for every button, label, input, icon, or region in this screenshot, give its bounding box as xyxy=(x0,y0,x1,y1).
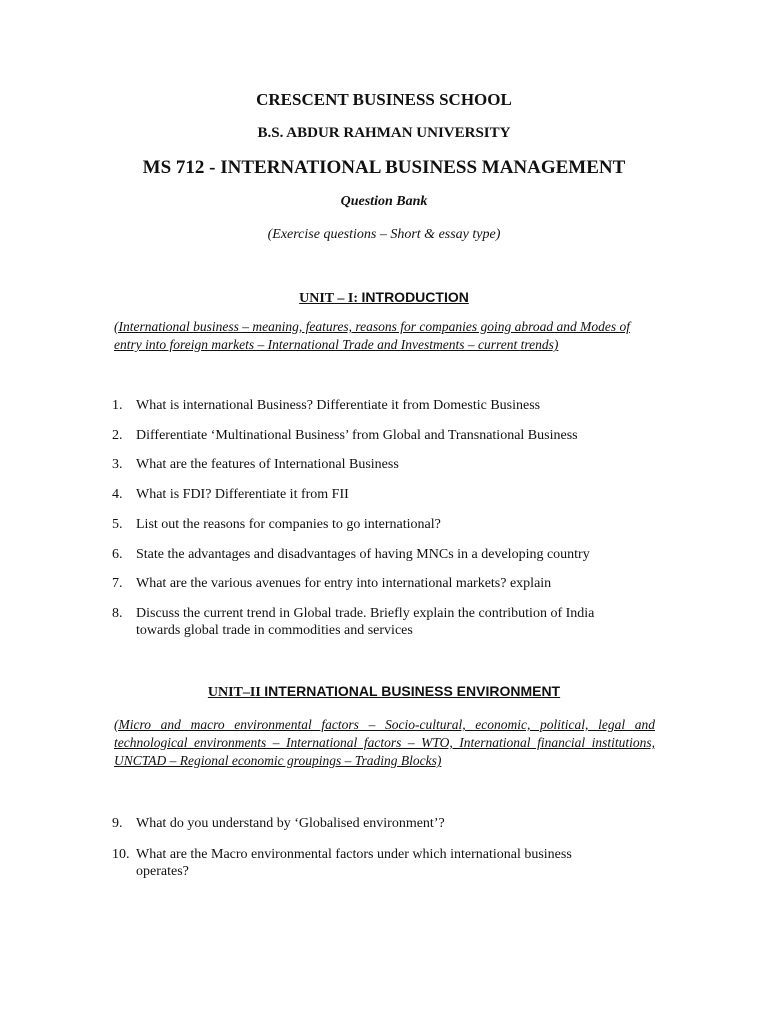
question-item xyxy=(112,605,672,639)
unit-1-scope xyxy=(114,318,655,354)
question-text: What are the various avenues for entry into international markets? explain xyxy=(136,576,552,591)
question-item xyxy=(112,546,672,563)
unit-2-scope xyxy=(114,716,655,770)
question-item xyxy=(112,516,672,533)
question-text: Differentiate ‘Multinational Business’ from Global and Transnational Business xyxy=(136,428,578,443)
university-name: B.S. ABDUR RAHMAN UNIVERSITY xyxy=(257,125,511,141)
question-number: 1. xyxy=(112,398,123,413)
question-text: List out the reasons for companies to go international? xyxy=(136,517,441,532)
question-number: 4. xyxy=(112,487,123,502)
question-item xyxy=(112,456,672,473)
question-text: What is FDI? Differentiate it from FII xyxy=(136,487,349,502)
question-text: Discuss the current trend in Global trade. Briefly explain the contribution of India towards global trade in commodities and services xyxy=(136,606,595,638)
unit-2-heading xyxy=(0,683,768,701)
unit-1-prefix: UNIT – I: xyxy=(299,291,362,306)
unit-2-prefix: UNIT–II xyxy=(207,685,265,700)
question-item xyxy=(112,575,672,592)
question-text: What do you understand by ‘Globalised environment’? xyxy=(136,816,445,831)
question-number: 6. xyxy=(112,547,123,562)
question-number: 9. xyxy=(112,816,123,831)
question-item xyxy=(112,815,672,832)
unit-1-heading xyxy=(0,289,768,307)
unit-1-title: INTRODUCTION xyxy=(361,289,469,305)
unit-1-scope-text: (International business – meaning, features, reasons for companies going abroad and Modes of entry into foreign markets – International Trade and Investments – current trends) xyxy=(114,319,630,352)
school-name: CRESCENT BUSINESS SCHOOL xyxy=(256,90,512,109)
question-item xyxy=(112,397,672,414)
question-text: What are the Macro environmental factors under which international business operates? xyxy=(136,847,572,879)
question-number: 10. xyxy=(112,847,130,862)
question-number: 5. xyxy=(112,517,123,532)
question-item xyxy=(112,427,672,444)
question-text: What is international Business? Differentiate it from Domestic Business xyxy=(136,398,541,413)
question-text: State the advantages and disadvantages of having MNCs in a developing country xyxy=(136,547,590,562)
unit-2-title: INTERNATIONAL BUSINESS ENVIRONMENT xyxy=(264,683,561,699)
question-number: 2. xyxy=(112,428,123,443)
unit-2-scope-text: (Micro and macro environmental factors – Socio-cultural, economic, political, legal and technological environments – International factors – WTO, International financial institutions, UNCTAD – Regional economic groupings – Trading Blocks) xyxy=(114,717,655,768)
question-number: 7. xyxy=(112,576,123,591)
document-subtitle: Question Bank xyxy=(340,194,428,209)
question-item xyxy=(112,486,672,503)
question-number: 8. xyxy=(112,606,123,621)
exercise-note: (Exercise questions – Short & essay type) xyxy=(267,227,501,242)
question-number: 3. xyxy=(112,457,123,472)
course-title: MS 712 - INTERNATIONAL BUSINESS MANAGEMENT xyxy=(142,157,626,178)
question-text: What are the features of International Business xyxy=(136,457,399,472)
question-item xyxy=(112,846,672,880)
